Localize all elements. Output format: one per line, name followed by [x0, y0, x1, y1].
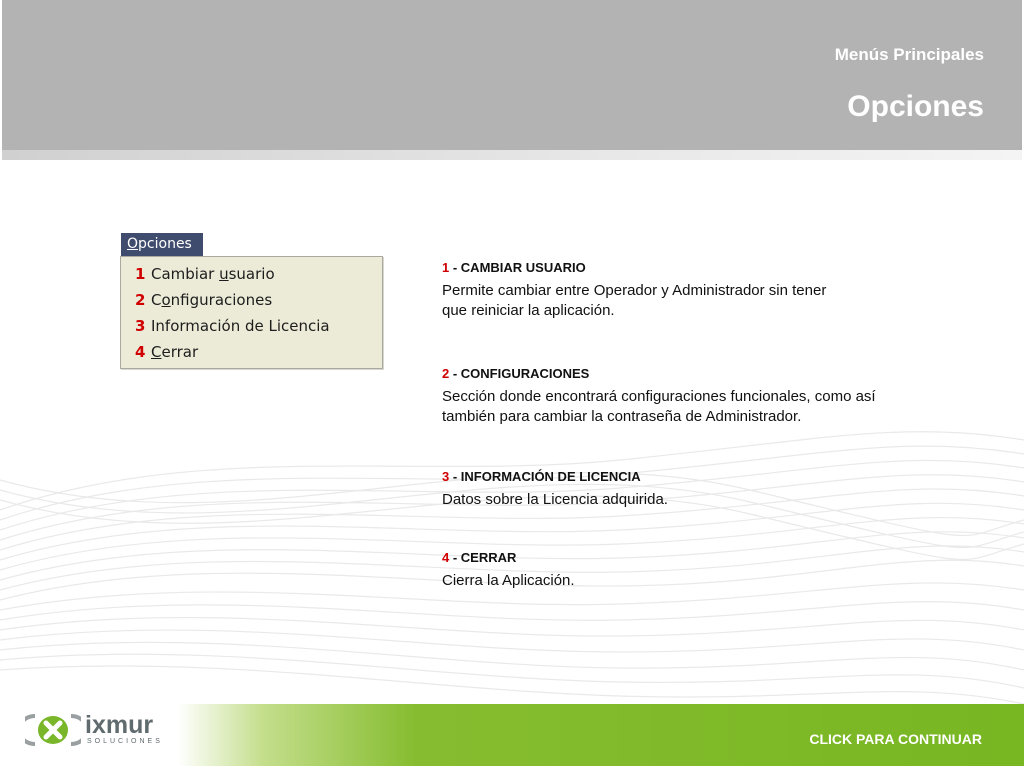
- logo-wordmark: ixmur: [85, 711, 154, 739]
- menu-item-label: Cambiar: [151, 265, 220, 283]
- desc-line: también para cambiar la contraseña de Administrador.: [442, 408, 802, 425]
- desc-heading: [442, 550, 575, 565]
- footer-bar: [178, 704, 1024, 766]
- desc-number: 3: [442, 469, 450, 484]
- menu-item-number: 3: [135, 317, 146, 335]
- menu-item-number: 1: [135, 265, 146, 283]
- desc-line: Sección donde encontrará configuraciones funcionales, como así: [442, 388, 876, 405]
- menu-item-number: 4: [135, 343, 146, 361]
- desc-line: que reiniciar la aplicación.: [442, 302, 615, 319]
- opciones-menu-tab[interactable]: [121, 233, 203, 256]
- desc-heading-text: - CAMBIAR USUARIO: [449, 260, 586, 275]
- desc-body: [442, 490, 668, 510]
- continue-button[interactable]: CLICK PARA CONTINUAR: [809, 731, 982, 747]
- header-divider: [2, 150, 1022, 160]
- header-banner: [2, 0, 1022, 150]
- menu-item-mnemonic: C: [151, 343, 162, 361]
- menu-item-informacion-licencia[interactable]: [135, 313, 330, 339]
- menu-item-label: C: [151, 291, 162, 309]
- desc-body: [442, 571, 575, 591]
- desc-informacion-licencia: [442, 469, 668, 510]
- desc-heading-text: - CONFIGURACIONES: [449, 366, 590, 381]
- desc-number: 2: [442, 366, 450, 381]
- menu-item-label: Información de Licencia: [151, 317, 330, 335]
- menu-item-number: 2: [135, 291, 146, 309]
- menu-item-label-rest: nfiguraciones: [170, 291, 273, 309]
- page-title: Opciones: [847, 90, 984, 123]
- opciones-dropdown: [120, 256, 383, 369]
- desc-number: 4: [442, 550, 450, 565]
- desc-body: [442, 281, 826, 321]
- desc-heading: [442, 469, 668, 484]
- menu-item-mnemonic: u: [219, 265, 229, 283]
- menu-tab-label: pciones: [138, 236, 192, 252]
- menu-tab-mnemonic: O: [127, 236, 139, 252]
- menu-item-label-rest: errar: [161, 343, 199, 361]
- menu-item-configuraciones[interactable]: [135, 287, 272, 313]
- desc-cambiar-usuario: [442, 260, 826, 321]
- desc-heading-text: - CERRAR: [449, 550, 517, 565]
- desc-heading-text: - INFORMACIÓN DE LICENCIA: [449, 469, 641, 484]
- desc-body: [442, 387, 876, 427]
- logo-tagline: SOLUCIONES: [87, 738, 163, 745]
- menu-item-label-rest: suario: [228, 265, 275, 283]
- desc-number: 1: [442, 260, 450, 275]
- desc-line: Cierra la Aplicación.: [442, 572, 575, 589]
- page-subtitle: Menús Principales: [834, 45, 984, 64]
- desc-line: Datos sobre la Licencia adquirida.: [442, 491, 668, 508]
- menu-item-cambiar-usuario[interactable]: [135, 261, 275, 287]
- desc-line: Permite cambiar entre Operador y Administrador sin tener: [442, 282, 827, 299]
- ixmur-logo-icon: [25, 710, 81, 750]
- desc-cerrar: [442, 550, 575, 591]
- menu-item-mnemonic: o: [161, 291, 171, 309]
- desc-heading: [442, 260, 826, 275]
- menu-item-cerrar[interactable]: [135, 339, 198, 365]
- desc-configuraciones: [442, 366, 876, 427]
- desc-heading: [442, 366, 876, 381]
- ixmur-logo: [25, 710, 175, 750]
